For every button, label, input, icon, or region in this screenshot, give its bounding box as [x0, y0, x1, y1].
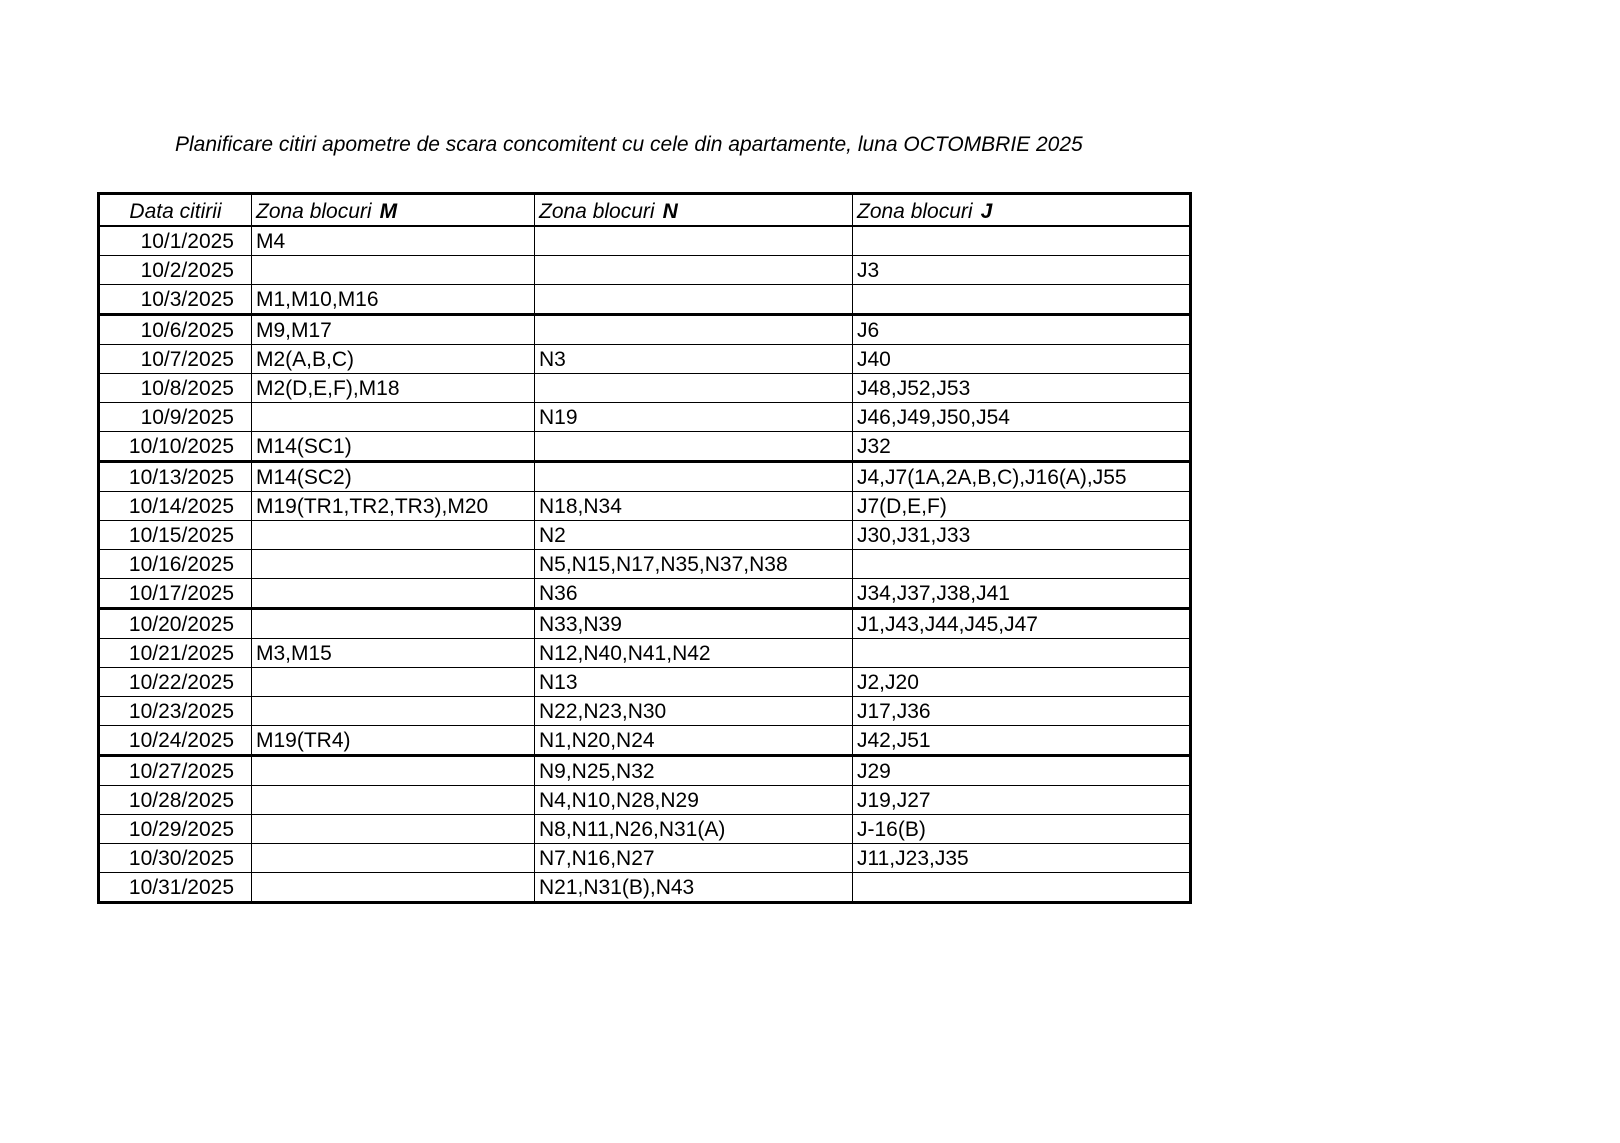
table-row [99, 639, 1191, 668]
date-cell: 10/17/2025 [99, 579, 252, 609]
zone-j-cell: J48,J52,J53 [853, 374, 1191, 403]
zone-m-cell [252, 256, 535, 285]
zone-n-cell [535, 256, 853, 285]
zone-j-cell: J34,J37,J38,J41 [853, 579, 1191, 609]
header-zone-j-prefix: Zona blocuri [857, 200, 973, 223]
header-zone-n [535, 194, 853, 227]
table-row [99, 492, 1191, 521]
zone-j-cell: J7(D,E,F) [853, 492, 1191, 521]
zone-n-cell: N21,N31(B),N43 [535, 873, 853, 903]
date-cell: 10/24/2025 [99, 726, 252, 756]
date-cell: 10/13/2025 [99, 462, 252, 492]
zone-n-cell: N33,N39 [535, 609, 853, 639]
zone-m-cell [252, 668, 535, 697]
zone-m-cell [252, 844, 535, 873]
zone-n-cell: N12,N40,N41,N42 [535, 639, 853, 668]
date-cell: 10/3/2025 [99, 285, 252, 315]
date-cell: 10/31/2025 [99, 873, 252, 903]
zone-m-cell: M1,M10,M16 [252, 285, 535, 315]
zone-m-cell [252, 609, 535, 639]
zone-m-cell [252, 579, 535, 609]
table-row [99, 786, 1191, 815]
zone-n-cell: N22,N23,N30 [535, 697, 853, 726]
zone-n-cell: N5,N15,N17,N35,N37,N38 [535, 550, 853, 579]
table-row [99, 697, 1191, 726]
header-zone-j [853, 194, 1191, 227]
zone-n-cell: N18,N34 [535, 492, 853, 521]
zone-n-cell: N4,N10,N28,N29 [535, 786, 853, 815]
zone-m-cell [252, 697, 535, 726]
zone-j-cell: J32 [853, 432, 1191, 462]
table-row [99, 873, 1191, 903]
zone-n-cell: N7,N16,N27 [535, 844, 853, 873]
table-row [99, 609, 1191, 639]
reading-schedule-table [97, 192, 1192, 904]
header-zone-n-prefix: Zona blocuri [539, 200, 655, 223]
zone-m-cell [252, 521, 535, 550]
table-row [99, 226, 1191, 256]
zone-n-cell: N3 [535, 345, 853, 374]
zone-n-cell: N19 [535, 403, 853, 432]
zone-m-cell: M14(SC2) [252, 462, 535, 492]
zone-m-cell: M2(A,B,C) [252, 345, 535, 374]
header-date: Data citirii [99, 194, 252, 227]
date-cell: 10/22/2025 [99, 668, 252, 697]
zone-j-cell: J42,J51 [853, 726, 1191, 756]
zone-j-cell [853, 226, 1191, 256]
date-cell: 10/8/2025 [99, 374, 252, 403]
header-zone-j-letter: J [980, 200, 993, 223]
zone-n-cell [535, 226, 853, 256]
date-cell: 10/28/2025 [99, 786, 252, 815]
table-row [99, 550, 1191, 579]
zone-m-cell [252, 786, 535, 815]
table-row [99, 668, 1191, 697]
zone-n-cell [535, 462, 853, 492]
table-row [99, 815, 1191, 844]
date-cell: 10/7/2025 [99, 345, 252, 374]
table-row [99, 432, 1191, 462]
header-zone-n-letter: N [662, 200, 678, 223]
table-row [99, 844, 1191, 873]
zone-j-cell [853, 550, 1191, 579]
zone-n-cell: N9,N25,N32 [535, 756, 853, 786]
zone-j-cell: J11,J23,J35 [853, 844, 1191, 873]
table-row [99, 726, 1191, 756]
zone-m-cell [252, 815, 535, 844]
zone-j-cell: J19,J27 [853, 786, 1191, 815]
date-cell: 10/1/2025 [99, 226, 252, 256]
zone-n-cell: N13 [535, 668, 853, 697]
zone-n-cell: N1,N20,N24 [535, 726, 853, 756]
table-row [99, 579, 1191, 609]
date-cell: 10/10/2025 [99, 432, 252, 462]
table-row [99, 521, 1191, 550]
table-row [99, 462, 1191, 492]
zone-j-cell [853, 639, 1191, 668]
zone-j-cell: J-16(B) [853, 815, 1191, 844]
zone-m-cell: M3,M15 [252, 639, 535, 668]
table-header-row [99, 194, 1191, 227]
zone-n-cell [535, 285, 853, 315]
zone-n-cell [535, 432, 853, 462]
table-row [99, 403, 1191, 432]
table-row [99, 315, 1191, 345]
zone-n-cell: N8,N11,N26,N31(A) [535, 815, 853, 844]
header-zone-m-letter: M [379, 200, 398, 223]
date-cell: 10/27/2025 [99, 756, 252, 786]
zone-j-cell: J6 [853, 315, 1191, 345]
zone-n-cell [535, 374, 853, 403]
table-row [99, 256, 1191, 285]
zone-n-cell: N36 [535, 579, 853, 609]
zone-m-cell [252, 403, 535, 432]
zone-m-cell [252, 756, 535, 786]
date-cell: 10/30/2025 [99, 844, 252, 873]
zone-j-cell: J4,J7(1A,2A,B,C),J16(A),J55 [853, 462, 1191, 492]
zone-j-cell: J40 [853, 345, 1191, 374]
table-row [99, 374, 1191, 403]
zone-m-cell: M19(TR1,TR2,TR3),M20 [252, 492, 535, 521]
zone-j-cell: J1,J43,J44,J45,J47 [853, 609, 1191, 639]
zone-n-cell: N2 [535, 521, 853, 550]
table-row [99, 345, 1191, 374]
date-cell: 10/14/2025 [99, 492, 252, 521]
zone-j-cell: J17,J36 [853, 697, 1191, 726]
zone-j-cell [853, 873, 1191, 903]
date-cell: 10/23/2025 [99, 697, 252, 726]
date-cell: 10/9/2025 [99, 403, 252, 432]
zone-m-cell [252, 550, 535, 579]
date-cell: 10/2/2025 [99, 256, 252, 285]
date-cell: 10/29/2025 [99, 815, 252, 844]
zone-j-cell: J3 [853, 256, 1191, 285]
header-zone-m [252, 194, 535, 227]
table-row [99, 756, 1191, 786]
zone-j-cell: J30,J31,J33 [853, 521, 1191, 550]
zone-m-cell [252, 873, 535, 903]
zone-m-cell: M14(SC1) [252, 432, 535, 462]
zone-j-cell [853, 285, 1191, 315]
zone-j-cell: J29 [853, 756, 1191, 786]
zone-m-cell: M9,M17 [252, 315, 535, 345]
zone-n-cell [535, 315, 853, 345]
page-title: Planificare citiri apometre de scara concomitent cu cele din apartamente, luna OCTOMBRIE 2025 [175, 133, 1083, 156]
zone-m-cell: M19(TR4) [252, 726, 535, 756]
table-row [99, 285, 1191, 315]
date-cell: 10/15/2025 [99, 521, 252, 550]
date-cell: 10/6/2025 [99, 315, 252, 345]
zone-m-cell: M4 [252, 226, 535, 256]
header-zone-m-prefix: Zona blocuri [256, 200, 372, 223]
date-cell: 10/20/2025 [99, 609, 252, 639]
zone-m-cell: M2(D,E,F),M18 [252, 374, 535, 403]
zone-j-cell: J46,J49,J50,J54 [853, 403, 1191, 432]
zone-j-cell: J2,J20 [853, 668, 1191, 697]
date-cell: 10/16/2025 [99, 550, 252, 579]
date-cell: 10/21/2025 [99, 639, 252, 668]
